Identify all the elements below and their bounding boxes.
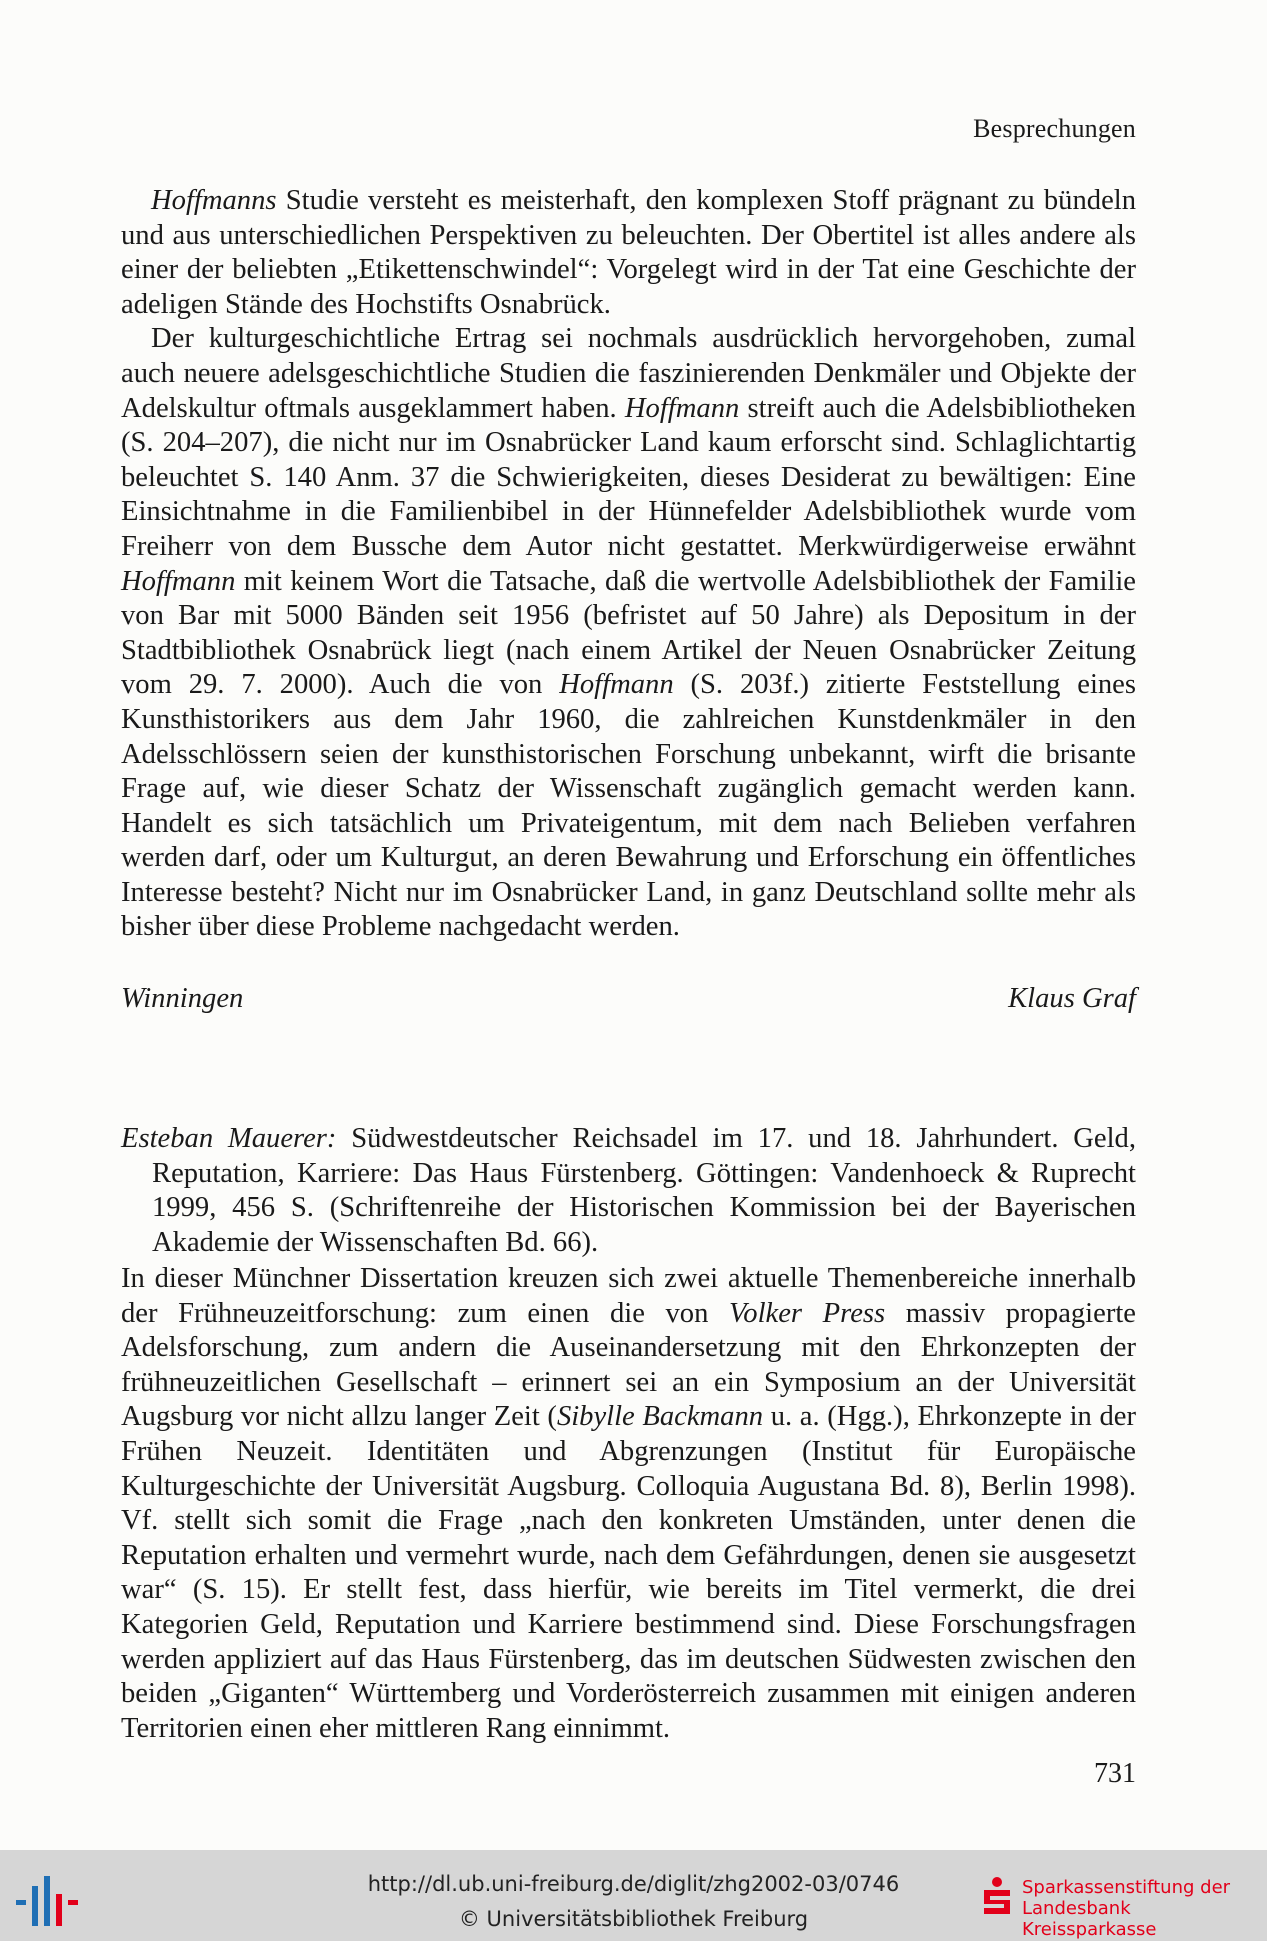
author-reference: Hoffmanns [151, 185, 277, 216]
sponsor-text: Sparkassenstiftung der Landesbank Kreissparkasse [1022, 1877, 1231, 1940]
review-text-hoffmann [121, 184, 1136, 945]
footer-url-link[interactable]: http://dl.ub.uni-freiburg.de/diglit/zhg2002-03/0746 [367, 1872, 900, 1896]
book-citation: Esteban Mauerer: Südwestdeutscher Reichsadel im 17. und 18. Jahrhundert. Geld, Reputation, Karriere: Das Haus Fürstenberg. Göttingen: Vandenhoeck & Ruprecht 1999, 456 S. (Schriftenreihe der Historischen Kommission bei der Bayerischen Akademie der Wissenschaften Bd. 66). [121, 1123, 1137, 1258]
page-number: 731 [1094, 1758, 1136, 1789]
author-reference: Hoffmann [624, 392, 740, 424]
author-reference: Hoffmann [121, 565, 236, 597]
sparkasse-logo-icon [982, 1876, 1012, 1916]
review-text-mauerer [121, 1262, 1136, 1746]
paragraph: Hoffmanns Studie versteht es meisterhaft, den komplexen Stoff prägnant zu bündeln und aus unterschiedlichen Perspektiven zu beleuchten. Der Obertitel ist alles andere als einer der beliebten „Etikettenschwindel“: Vorgelegt wird in der Tat eine Geschichte der adeligen Stände des Hochstifts Osnabrück. [121, 185, 1136, 320]
reviewer-place: Winningen [121, 983, 244, 1014]
book-author: Esteban Mauerer: [121, 1123, 337, 1154]
review-signature [121, 983, 1136, 1015]
author-reference: Volker Press [729, 1297, 886, 1329]
paragraph: Der kulturgeschichtliche Ertrag sei nochmals ausdrücklich hervorgehoben, zumal auch neuere adelsgeschichtliche Studien die faszinierenden Denkmäler und Objekte der Adelskultur oftmals ausgeklammert haben. Hoffmann streift auch die Adelsbibliotheken (S. 204–207), die nicht nur im Osnabrücker Land kaum erforscht sind. Schlaglichtartig beleuchtet S. 140 Anm. 37 die Schwierigkeiten, dieses Desiderat zu bewältigen: Eine Einsichtnahme in die Familienbibel in der Hünnefelder Adelsbibliothek wurde vom Freiherr von dem Bussche dem Autor nicht gestattet. Merkwürdigerweise erwähnt Hoffmann mit keinem Wort die Tatsache, daß die wertvolle Adelsbibliothek der Familie von Bar mit 5000 Bänden seit 1956 (befristet auf 50 Jahre) als Depositum in der Stadtbibliothek Osnabrück liegt (nach einem Artikel der Neuen Osnabrücker Zeitung vom 29. 7. 2000). Auch die von Hoffmann (S. 203f.) zitierte Feststellung eines Kunsthistorikers aus dem Jahr 1960, die zahlreichen Kunstdenkmäler in den Adelsschlössern seien der kunsthistorischen Forschung unbekannt, wirft die brisante Frage auf, wie dieser Schatz der Wissenschaft zugänglich gemacht werden kann. Handelt es sich tatsächlich um Privateigentum, mit dem nach Belieben verfahren werden darf, oder um Kulturgut, an deren Bewahrung und Erforschung ein öffentliches Interesse besteht? Nicht nur im Osnabrücker Land, in ganz Deutschland sollte mehr als bisher über diese Probleme nachgedacht werden. [121, 323, 1136, 943]
running-head: Besprechungen [973, 114, 1136, 143]
author-reference: Hoffmann [559, 669, 674, 701]
footer-bar [0, 1850, 1267, 1941]
reviewer-name: Klaus Graf [1008, 983, 1136, 1014]
footer-copyright: © Universitätsbibliothek Freiburg [458, 1907, 809, 1931]
paragraph: In dieser Münchner Dissertation kreuzen sich zwei aktuelle Themenbereiche innerhalb der Frühneuzeitforschung: zum einen die von Volker Press massiv propagierte Adelsforschung, zum andern die Auseinandersetzung mit den Ehrkonzepten der frühneuzeitlichen Gesellschaft – erinnert sei an ein Symposium an der Universität Augsburg vor nicht allzu langer Zeit (Sibylle Backmann u. a. (Hgg.), Ehrkonzepte in der Frühen Neuzeit. Identitäten und Abgrenzungen (Institut für Europäische Kulturgeschichte der Universität Augsburg. Colloquia Augustana Bd. 8), Berlin 1998). Vf. stellt sich somit die Frage „nach den konkreten Umständen, unter denen die Reputation erhalten und vermehrt wurde, nach dem Gefährdungen, denen sie ausgesetzt war“ (S. 15). Er stellt fest, dass hierfür, wie bereits im Titel vermerkt, die drei Kategorien Geld, Reputation und Karriere bestimmend sind. Diese Forschungsfragen werden appliziert auf das Haus Fürstenberg, das im deutschen Südwesten zwischen den beiden „Giganten“ Württemberg und Vorderösterreich zusammen mit einigen anderen Territorien einen eher mittleren Rang einnimmt. [121, 1263, 1136, 1744]
author-reference: Sibylle Backmann [556, 1401, 764, 1433]
